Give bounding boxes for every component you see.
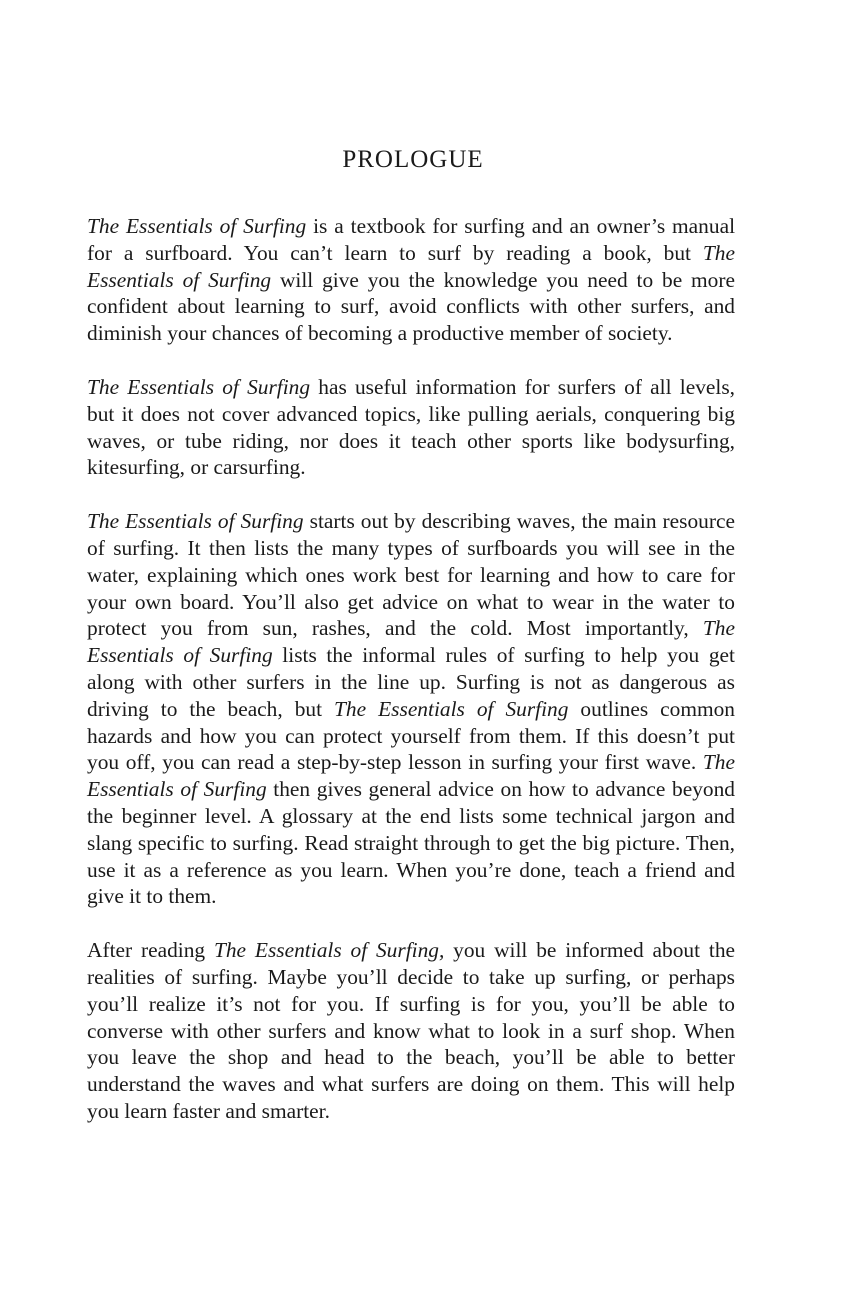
paragraph-text: is a textbook for surfing and an owner’s manual for a surfboard. You can’t learn to surf by reading a book, but bbox=[87, 214, 736, 265]
paragraph-text: outlines common hazards and how you can protect yourself from them. If this doesn’t put you off, you can read a step-by-step lesson in surfing your first wave. bbox=[87, 696, 736, 775]
paragraph-text: After reading bbox=[87, 938, 214, 963]
chapter-title: PROLOGUE bbox=[342, 146, 484, 173]
paragraph-text: then gives general advice on how to advance beyond the beginner level. A glossary at the end lists some technical jargon and slang specific to surfing. Read straight through to get the big picture. Then, use it as a reference as you learn. When you’re done, teach a friend and give it to them. bbox=[87, 777, 735, 909]
paragraph-2 bbox=[87, 374, 735, 481]
book-title: The Essentials of Surfing bbox=[87, 509, 304, 534]
book-title: The Essentials of Surfing bbox=[87, 616, 735, 668]
paragraph-text: you will be informed about the realities of surfing. Maybe you’ll decide to take up surfing, or perhaps you’ll realize it’s not for you. If surfing is for you, you’ll be able to converse with other surfers and know what to look in a surf shop. When you leave the shop and head to the beach, you’ll be able to better understand the waves and what surfers are doing on them. This will help you learn faster and smarter. bbox=[87, 938, 736, 1123]
paragraph-text: has useful information for surfers of all levels, but it does not cover advanced topics, like pulling aerials, conquering big waves, or tube riding, nor does it teach other sports like bodysurfing, kitesurfing, or carsurfing. bbox=[87, 374, 735, 480]
page-content bbox=[87, 143, 735, 1152]
book-title: The Essentials of Surfing bbox=[87, 374, 311, 399]
book-title: The Essentials of Surfing bbox=[87, 240, 735, 292]
paragraph-4 bbox=[87, 937, 735, 1125]
paragraph-text: starts out by describing waves, the main resource of surfing. It then lists the many types of surfboards you will see in the water, explaining which ones work best for learning and how to care for your own board. You’ll also get advice on what to wear in the water to protect you from sun, rashes, and the cold. Most importantly, bbox=[87, 509, 735, 641]
book-title: The Essentials of Surfing, bbox=[213, 938, 445, 963]
paragraph-text: will give you the knowledge you need to be more confident about learning to surf, avoid conflicts with other surfers, and diminish your chances of becoming a productive member of society. bbox=[87, 267, 735, 346]
book-title: The Essentials of Surfing bbox=[87, 214, 307, 238]
paragraph-1 bbox=[87, 213, 735, 347]
paragraph-3 bbox=[87, 508, 735, 910]
paragraph-text: lists the informal rules of surfing to help you get along with other surfers in the line up. Surfing is not as dangerous as driving to the beach, but bbox=[87, 643, 735, 721]
book-title: The Essentials of Surfing bbox=[87, 750, 735, 802]
book-title: The Essentials of Surfing bbox=[334, 696, 569, 721]
